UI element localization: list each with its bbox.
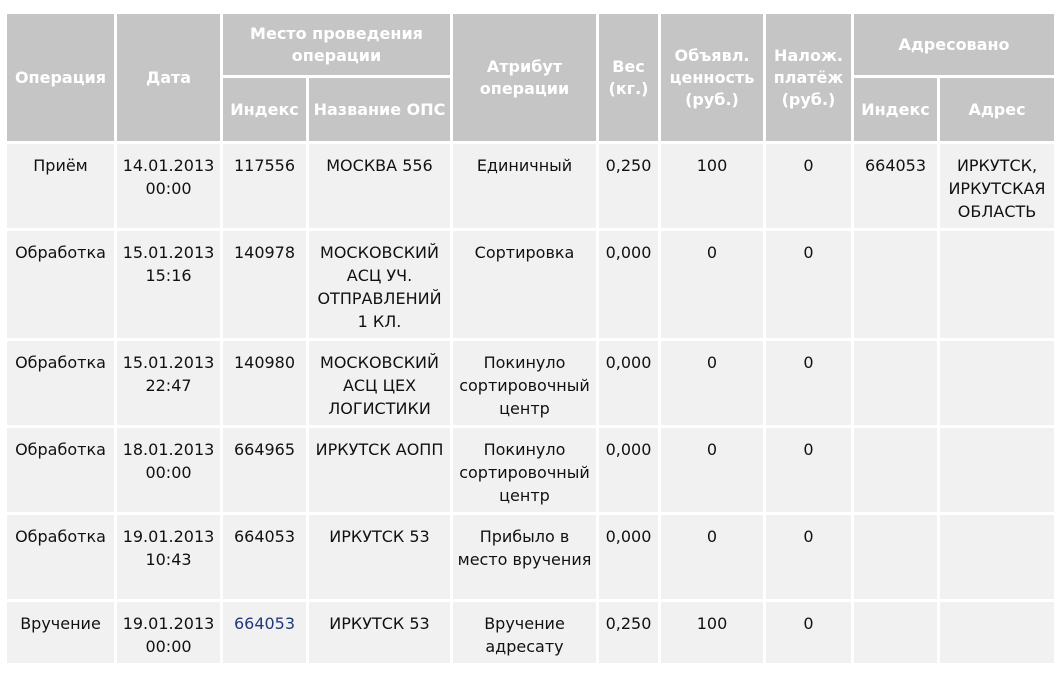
header-operation: Операция (7, 14, 114, 141)
header-date: Дата (117, 14, 220, 141)
cell-operation: Вручение (7, 602, 114, 663)
table-row (7, 515, 1054, 599)
cell-date: 15.01.2013 15:16 (117, 231, 220, 338)
cell-addr-index (854, 341, 937, 425)
header-place-group: Место проведения операции (223, 14, 450, 75)
cell-date: 19.01.2013 10:43 (117, 515, 220, 599)
cell-date: 18.01.2013 00:00 (117, 428, 220, 512)
cell-addr-index: 664053 (854, 144, 937, 228)
cell-addr-address (940, 515, 1054, 599)
cell-index: 664965 (223, 428, 306, 512)
cell-index: 664053 (223, 515, 306, 599)
cell-addr-address: ИРКУТСК, ИРКУТСКАЯ ОБЛАСТЬ (940, 144, 1054, 228)
cell-cod: 0 (766, 341, 851, 425)
cell-ops-name: МОСКВА 556 (309, 144, 450, 228)
cell-cod: 0 (766, 515, 851, 599)
cell-attribute: Покинуло сортировочный центр (453, 341, 596, 425)
cell-cod: 0 (766, 231, 851, 338)
tracking-history-table (4, 11, 1057, 666)
cell-addr-address (940, 602, 1054, 663)
cell-declared-value: 100 (661, 602, 763, 663)
header-place-index: Индекс (223, 78, 306, 141)
cell-weight: 0,000 (599, 231, 658, 338)
header-addressed-group: Адресовано (854, 14, 1054, 75)
cell-ops-name: МОСКОВСКИЙ АСЦ ЦЕХ ЛОГИСТИКИ (309, 341, 450, 425)
cell-declared-value: 0 (661, 428, 763, 512)
header-cod: Налож. платёж (руб.) (766, 14, 851, 141)
cell-attribute: Покинуло сортировочный центр (453, 428, 596, 512)
header-addr-address: Адрес (940, 78, 1054, 141)
cell-attribute: Единичный (453, 144, 596, 228)
cell-addr-index (854, 428, 937, 512)
table-row (7, 144, 1054, 228)
cell-declared-value: 0 (661, 341, 763, 425)
cell-addr-address (940, 341, 1054, 425)
cell-attribute: Вручение адресату (453, 602, 596, 663)
table-row (7, 428, 1054, 512)
cell-declared-value: 0 (661, 515, 763, 599)
cell-operation: Обработка (7, 231, 114, 338)
cell-addr-index (854, 231, 937, 338)
index-link[interactable]: 664053 (233, 614, 296, 633)
cell-addr-address (940, 231, 1054, 338)
cell-attribute: Сортировка (453, 231, 596, 338)
header-declared-value: Объявл. ценность (руб.) (661, 14, 763, 141)
cell-weight: 0,000 (599, 341, 658, 425)
cell-cod: 0 (766, 144, 851, 228)
cell-declared-value: 0 (661, 231, 763, 338)
cell-addr-index (854, 602, 937, 663)
cell-operation: Приём (7, 144, 114, 228)
cell-ops-name: ИРКУТСК 53 (309, 515, 450, 599)
header-attribute: Атрибут операции (453, 14, 596, 141)
cell-operation: Обработка (7, 341, 114, 425)
cell-declared-value: 100 (661, 144, 763, 228)
cell-operation: Обработка (7, 428, 114, 512)
header-addr-index: Индекс (854, 78, 937, 141)
cell-index: 140980 (223, 341, 306, 425)
cell-ops-name: МОСКОВСКИЙ АСЦ УЧ. ОТПРАВЛЕНИЙ 1 КЛ. (309, 231, 450, 338)
cell-operation: Обработка (7, 515, 114, 599)
cell-addr-address (940, 428, 1054, 512)
cell-weight: 0,250 (599, 144, 658, 228)
table-row (7, 602, 1054, 663)
cell-index: 117556 (223, 144, 306, 228)
cell-index (223, 602, 306, 663)
cell-weight: 0,250 (599, 602, 658, 663)
header-weight: Вес (кг.) (599, 14, 658, 141)
table-row (7, 231, 1054, 338)
cell-cod: 0 (766, 602, 851, 663)
cell-index: 140978 (223, 231, 306, 338)
cell-date: 15.01.2013 22:47 (117, 341, 220, 425)
cell-weight: 0,000 (599, 428, 658, 512)
cell-weight: 0,000 (599, 515, 658, 599)
cell-ops-name: ИРКУТСК 53 (309, 602, 450, 663)
cell-cod: 0 (766, 428, 851, 512)
header-place-name: Название ОПС (309, 78, 450, 141)
cell-date: 14.01.2013 00:00 (117, 144, 220, 228)
cell-addr-index (854, 515, 937, 599)
cell-attribute: Прибыло в место вручения (453, 515, 596, 599)
cell-ops-name: ИРКУТСК АОПП (309, 428, 450, 512)
table-row (7, 341, 1054, 425)
cell-date: 19.01.2013 00:00 (117, 602, 220, 663)
